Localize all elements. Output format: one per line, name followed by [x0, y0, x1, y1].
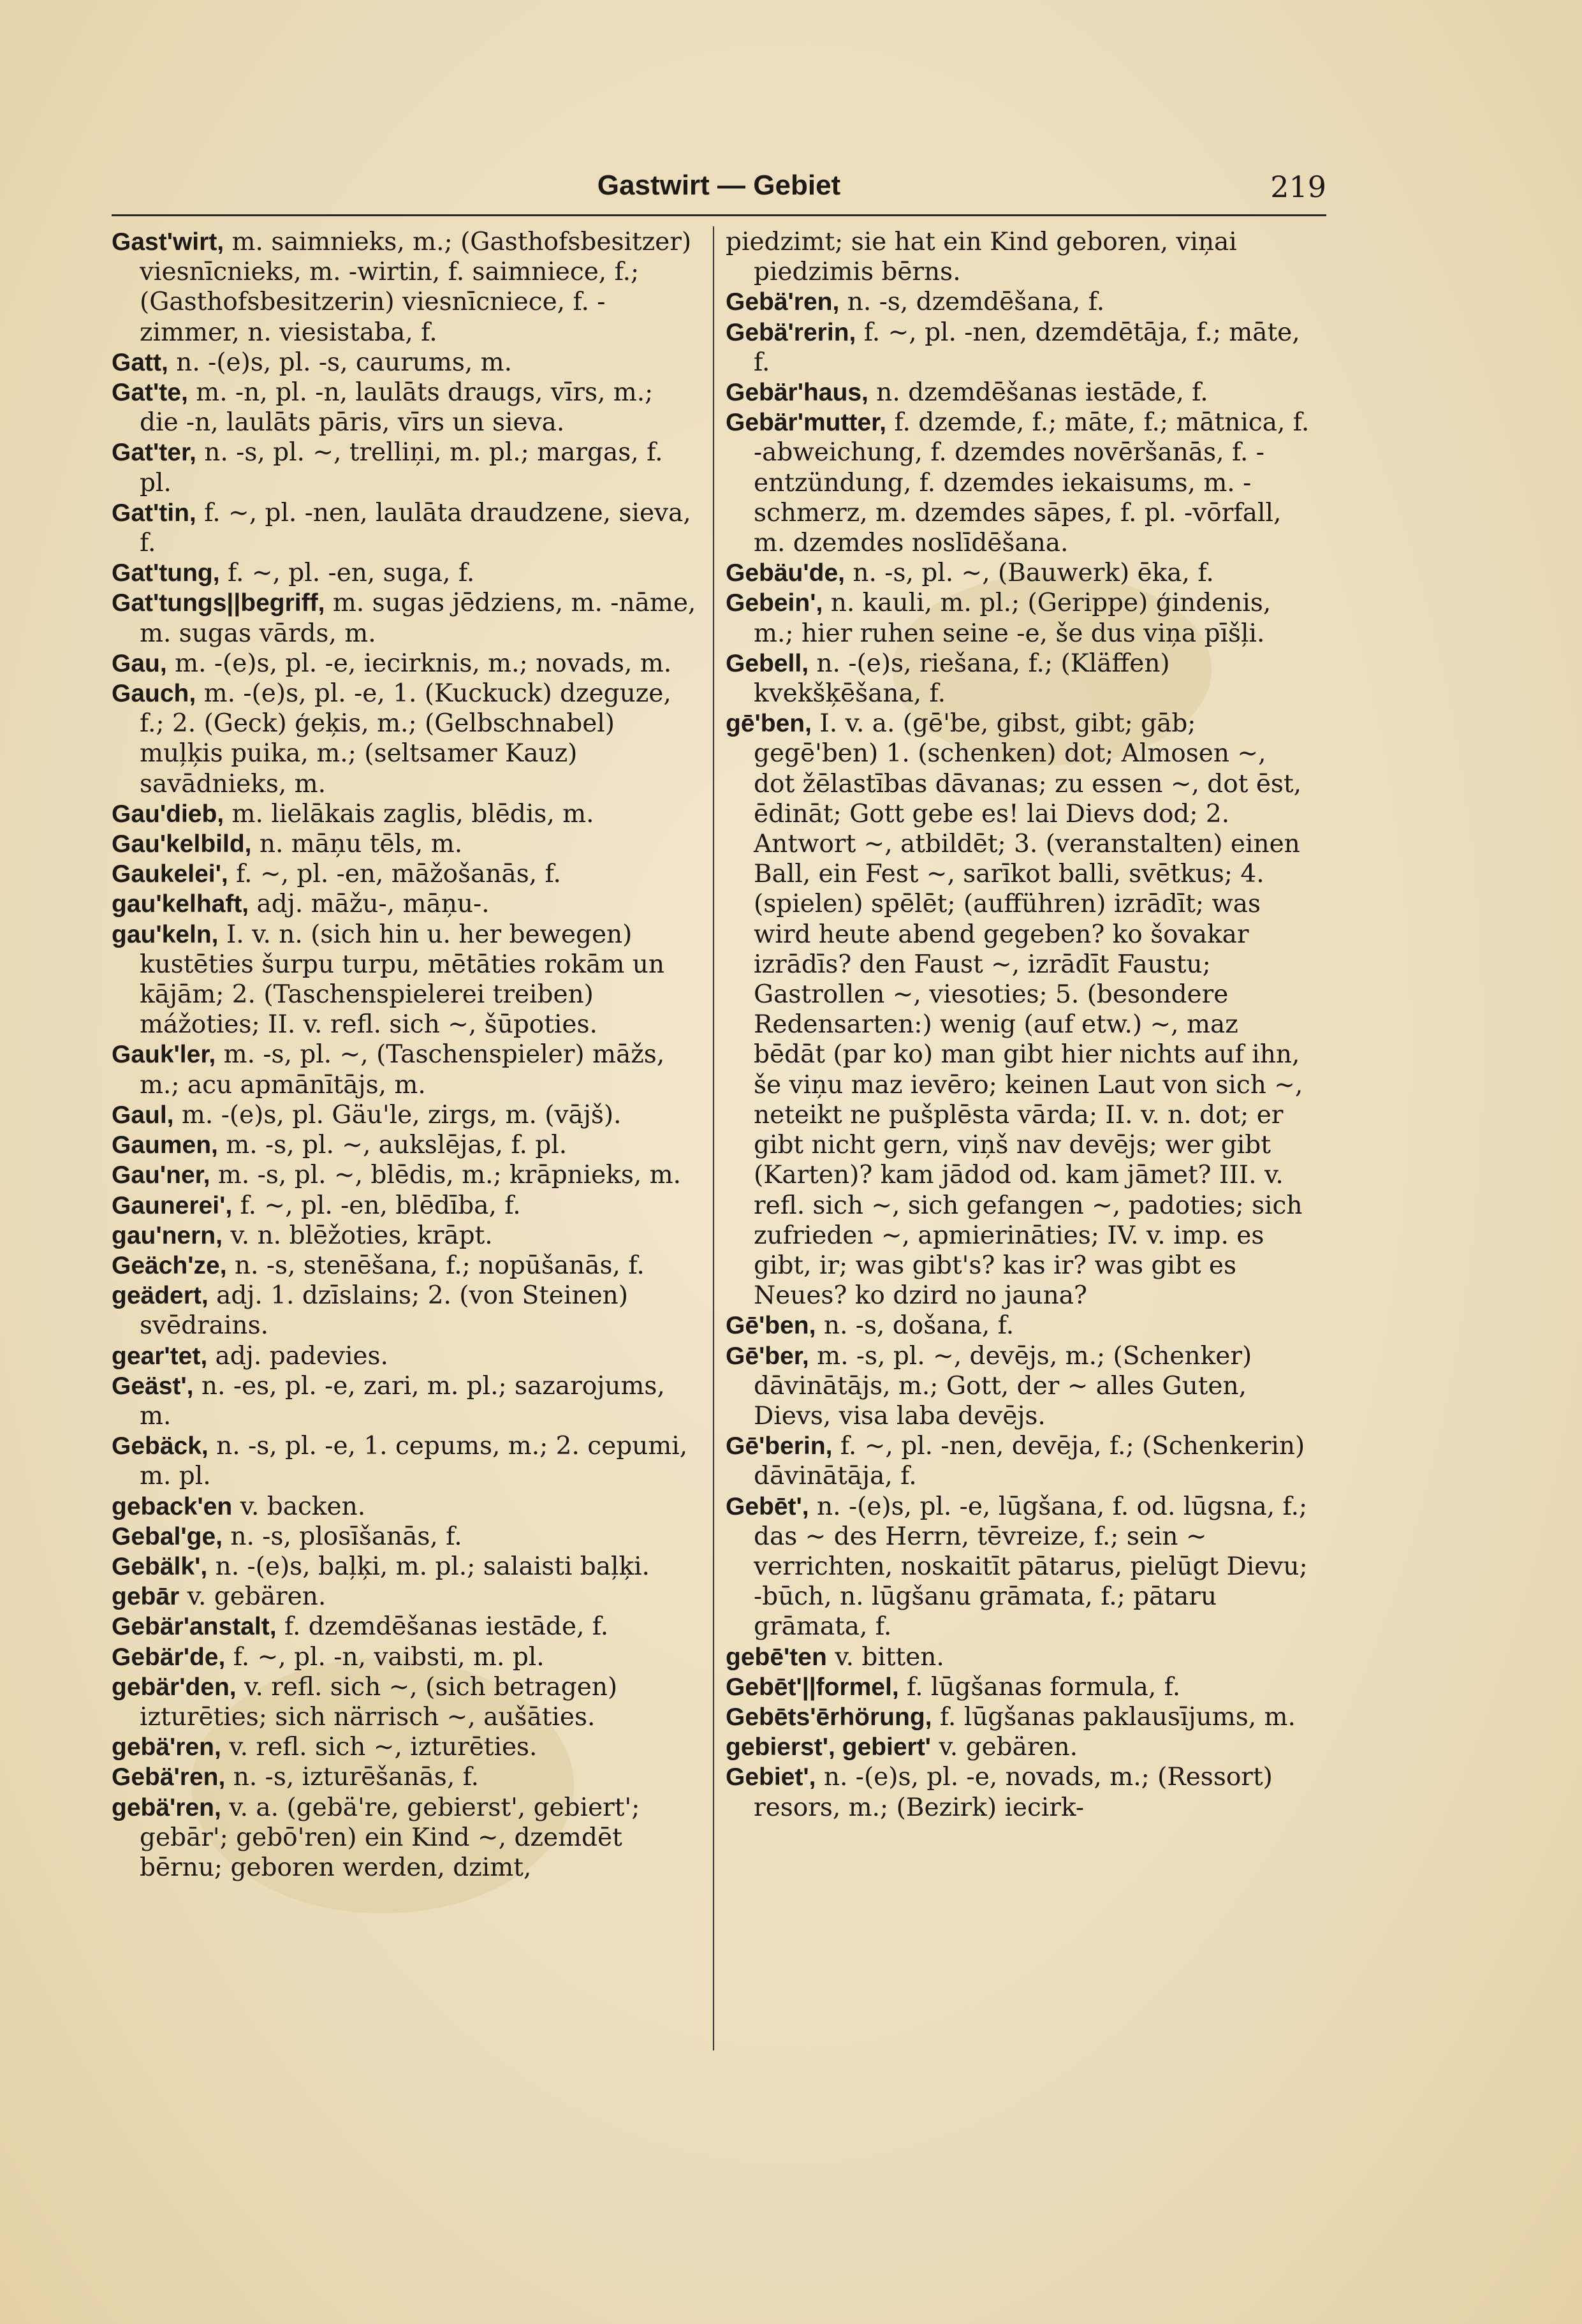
entry-definition: f. ~, pl. -nen, dzemdētāja, f.; māte, f. — [754, 318, 1300, 377]
dictionary-entry — [112, 348, 698, 378]
dictionary-entry — [112, 920, 698, 1040]
entry-headword: Gau, — [112, 649, 167, 677]
dictionary-entry — [112, 1251, 698, 1281]
dictionary-entry — [112, 1582, 698, 1612]
dictionary-entry — [112, 1040, 698, 1099]
dictionary-entry — [112, 438, 698, 497]
entry-headword: Gē'ben, — [726, 1312, 816, 1340]
dictionary-entry — [726, 709, 1312, 1311]
entry-headword: gē'ben, — [726, 710, 812, 738]
entry-headword: geädert, — [112, 1282, 209, 1310]
header-rule — [112, 214, 1326, 216]
entry-headword: Gebiet', — [726, 1763, 816, 1791]
entry-definition: m. saimnieks, m.; (Gasthofsbesitzer) viesnīcnieks, m. -wirtin, f. saimniece, f.; (Gasthofsbesitzerin) viesnīcniece, f. -zimmer, n. viesistaba, f. — [140, 228, 692, 347]
entry-definition: v. a. (gebä're, gebierst', gebiert'; gebār'; gebō'ren) ein Kind ~, dzemdēt bērnu; geboren werden, dzimt, — [140, 1793, 640, 1882]
dictionary-entry — [112, 378, 698, 438]
entry-definition: n. -(e)s, pl. -e, lūgšana, f. od. lūgsna, f.; das ~ des Herrn, tēvreize, f.; sein ~ verrichten, noskaitīt pātarus, pielūgt Dievu; -būch, n. lūgšanu grāmata, f.; pātaru grāmata, f. — [754, 1492, 1308, 1642]
dictionary-entry — [112, 588, 698, 648]
entry-headword: Geäst', — [112, 1372, 194, 1400]
dictionary-entry — [726, 287, 1312, 317]
entry-definition: I. v. a. (gē'be, gibst, gibt; gāb; gegē'ben) 1. (schenken) dot; Almosen ~, dot žēlastības dāvanas; zu essen ~, dot ēst, ēdināt; Gott gebe es! lai Dievs dod; 2. Antwort ~, atbildēt; 3. (veranstalten) einen Ball, ein Fest ~, sarīkot balli, svētkus; 4. (spielen) spēlēt; (aufführen) izrādīt; was wird heute abend gegeben? ko šovakar izrādīs? den Faust ~, izrādīt Faustu; Gastrollen ~, viesoties; 5. (besondere Redensarten:) wenig (auf etw.) ~, maz bēdāt (par ko) man gibt hier nichts auf ihn, še viņu maz ievēro; keinen Laut von sich ~, neteikt ne pušplēsta vārda; II. v. n. dot; er gibt nicht gern, viņš nav devējs; wer gibt (Karten)? kam jādod od. kam jāmet? III. v. refl. sich ~, sich gefangen ~, padoties; sich zufrieden ~, apmierināties; IV. v. imp. es gibt, ir; was gibt's? kas ir? was gibt es Neues? ko dzird no jauna? — [754, 709, 1303, 1311]
entry-headword: gear'tet, — [112, 1342, 208, 1370]
entry-headword: Gebä'ren, — [726, 288, 840, 316]
dictionary-entry — [112, 1793, 698, 1883]
entry-definition: m. sugas jēdziens, m. -nāme, m. sugas vārds, m. — [140, 589, 696, 648]
entry-definition: m. -n, pl. -n, laulāts draugs, vīrs, m.; die -n, laulāts pāris, vīrs un sieva. — [140, 378, 654, 438]
dictionary-entry — [112, 1522, 698, 1552]
dictionary-entry — [112, 227, 698, 348]
entry-definition: f. ~, pl. -nen, devēja, f.; (Schenkerin) dāvinātāja, f. — [754, 1432, 1305, 1491]
entry-definition: f. ~, pl. -en, māžošanās, f. — [228, 860, 561, 889]
entry-definition: f. ~, pl. -en, blēdība, f. — [232, 1191, 521, 1220]
dictionary-entry — [112, 1672, 698, 1732]
entry-definition: m. -s, pl. ~, aukslējas, f. pl. — [217, 1131, 568, 1160]
dictionary-entry — [726, 558, 1312, 588]
entry-headword: Gaul, — [112, 1101, 174, 1129]
entry-definition: f. dzemdēšanas iestāde, f. — [276, 1612, 609, 1642]
entry-headword: Gebär'mutter, — [726, 409, 887, 437]
entry-headword: Gat'te, — [112, 379, 188, 407]
entry-headword: gebierst', gebiert' — [726, 1733, 931, 1761]
entry-definition: n. māņu tēls, m. — [251, 830, 463, 859]
entry-headword: Gebär'anstalt, — [112, 1613, 277, 1641]
entry-definition: f. ~, pl. -nen, laulāta draudzene, sieva, f. — [140, 498, 691, 558]
entry-definition: f. dzemde, f.; māte, f.; mātnica, f. -abweichung, f. dzemdes novēršanās, f. -entzündung, f. dzemdes iekaisums, m. -schmerz, m. dzemdes sāpes, f. pl. -vōrfall, m. dzemdes noslīdēšana. — [754, 408, 1310, 558]
dictionary-entry — [112, 1191, 698, 1221]
entry-definition: f. lūgšanas formula, f. — [898, 1672, 1181, 1702]
entry-headword: gebä'ren, — [112, 1793, 221, 1821]
entry-headword: Gatt, — [112, 348, 168, 376]
entry-definition: v. bitten. — [826, 1642, 944, 1672]
entry-headword: Gebälk', — [112, 1552, 208, 1580]
dictionary-entry — [112, 679, 698, 799]
entry-headword: Gat'tungs||begriff, — [112, 589, 325, 617]
entry-headword: Gebein', — [726, 589, 823, 617]
dictionary-entry — [112, 1130, 698, 1160]
dictionary-entry — [726, 318, 1312, 378]
dictionary-entry — [726, 227, 1312, 287]
entry-definition: piedzimt; sie hat ein Kind geboren, viņai piedzimis bērns. — [726, 228, 1237, 287]
entry-definition: v. backen. — [232, 1492, 366, 1521]
entry-headword: Gau'ner, — [112, 1161, 210, 1189]
entry-headword: Gaunerei', — [112, 1191, 233, 1219]
entry-headword: Gebell, — [726, 649, 809, 677]
entry-headword: Gebēts'ērhörung, — [726, 1703, 932, 1731]
dictionary-entry — [726, 1642, 1312, 1672]
dictionary-entry — [112, 1341, 698, 1371]
entry-headword: Gebä'ren, — [112, 1763, 226, 1791]
entry-definition: v. gebären. — [930, 1733, 1078, 1762]
dictionary-entry — [112, 1371, 698, 1431]
entry-headword: Gebal'ge, — [112, 1522, 223, 1550]
entry-definition: m. -s, pl. ~, blēdis, m.; krāpnieks, m. — [210, 1161, 682, 1190]
entry-definition: v. refl. sich ~, izturēties. — [221, 1733, 538, 1762]
dictionary-entry — [112, 799, 698, 829]
entry-definition: v. n. blēžoties, krāpt. — [222, 1221, 493, 1250]
dictionary-entry — [112, 1160, 698, 1190]
dictionary-entry — [112, 829, 698, 859]
dictionary-entry — [112, 1492, 698, 1522]
entry-definition: m. -s, pl. ~, (Taschenspieler) māžs, m.; acu apmānītājs, m. — [140, 1040, 665, 1099]
entry-definition: f. ~, pl. -en, suga, f. — [219, 559, 475, 588]
entry-headword: Gebär'haus, — [726, 379, 868, 407]
dictionary-entry — [112, 1221, 698, 1251]
entry-definition: f. ~, pl. -n, vaibsti, m. pl. — [225, 1642, 545, 1672]
entry-headword: gau'kelhaft, — [112, 890, 249, 918]
entry-headword: Gebä'rerin, — [726, 318, 856, 346]
entry-headword: Gaukelei', — [112, 860, 228, 888]
entry-definition: n. -s, izturēšanās, f. — [225, 1763, 480, 1792]
dictionary-entry — [112, 1100, 698, 1130]
dictionary-entry — [112, 1732, 698, 1762]
entry-headword: Gebēt', — [726, 1492, 809, 1520]
entry-headword: Gat'ter, — [112, 439, 196, 467]
entry-headword: geback'en — [112, 1492, 233, 1520]
entry-definition: adj. padevies. — [207, 1341, 388, 1371]
entry-headword: gebär'den, — [112, 1673, 237, 1701]
entry-definition: v. gebären. — [179, 1582, 326, 1612]
left-column — [112, 227, 698, 1883]
dictionary-entry — [112, 1642, 698, 1672]
dictionary-entry — [726, 588, 1312, 648]
dictionary-entry — [112, 649, 698, 679]
entry-headword: Gauch, — [112, 680, 196, 708]
entry-definition: m. lielākais zaglis, blēdis, m. — [224, 799, 594, 828]
entry-definition: adj. māžu-, māņu-. — [249, 890, 490, 919]
header-title: Gastwirt — Gebiet — [597, 170, 841, 201]
dictionary-entry — [112, 1431, 698, 1491]
entry-definition: n. -(e)s, riešana, f.; (Kläffen) kvekšķēšana, f. — [754, 649, 1170, 709]
entry-headword: Gau'dieb, — [112, 800, 224, 828]
entry-definition: m. -(e)s, pl. -e, 1. (Kuckuck) dzeguze, f.; 2. (Geck) ģeķis, m.; (Gelbschnabel) muļķis puika, m.; (seltsamer Kauz) savādnieks, m. — [140, 679, 671, 798]
entry-definition: n. -s, pl. ~, trelliņi, m. pl.; margas, f. pl. — [140, 438, 663, 497]
entry-definition: n. -s, pl. -e, 1. cepums, m.; 2. cepumi, m. pl. — [140, 1432, 688, 1491]
entry-headword: Gat'tin, — [112, 499, 196, 527]
entry-definition: n. -(e)s, baļķi, m. pl.; salaisti baļķi. — [207, 1552, 650, 1581]
entry-definition: n. -s, plosīšanās, f. — [223, 1522, 462, 1551]
dictionary-entry — [726, 1732, 1312, 1762]
dictionary-entry — [726, 1311, 1312, 1341]
entry-definition: m. -s, pl. ~, devējs, m.; (Schenker) dāvinātājs, m.; Gott, der ~ alles Guten, Dievs, visa laba devējs. — [754, 1341, 1252, 1430]
entry-headword: Gē'ber, — [726, 1342, 809, 1370]
entry-headword: Gebēt'||formel, — [726, 1673, 899, 1701]
entry-definition: n. -s, pl. ~, (Bauwerk) ēka, f. — [844, 559, 1214, 588]
entry-headword: Gebäu'de, — [726, 559, 845, 587]
entry-definition: n. -(e)s, pl. -s, caurums, m. — [168, 348, 513, 377]
entry-headword: Gē'berin, — [726, 1432, 833, 1460]
entry-headword: Gauk'ler, — [112, 1041, 216, 1069]
entry-headword: gau'nern, — [112, 1221, 223, 1249]
entry-definition: n. -(e)s, pl. -e, novads, m.; (Ressort) resors, m.; (Bezirk) iecirk- — [754, 1763, 1273, 1822]
entry-definition: v. refl. sich ~, (sich betragen) izturēties; sich närrisch ~, aušāties. — [140, 1672, 618, 1732]
dictionary-entry — [726, 649, 1312, 709]
page-header — [112, 167, 1326, 212]
entry-headword: Gast'wirt, — [112, 228, 224, 256]
entry-definition: n. -s, stenēšana, f.; nopūšanās, f. — [226, 1251, 645, 1280]
entry-definition: m. -(e)s, pl. Gäu'le, zirgs, m. (vājš). — [173, 1100, 622, 1129]
entry-definition: m. -(e)s, pl. -e, iecirknis, m.; novads, m. — [166, 649, 672, 678]
entry-headword: Geäch'ze, — [112, 1251, 227, 1279]
page-number: 219 — [1270, 170, 1326, 204]
dictionary-entry — [112, 1552, 698, 1582]
dictionary-entry — [726, 1341, 1312, 1432]
dictionary-entry — [726, 1492, 1312, 1642]
dictionary-entry — [112, 558, 698, 588]
entry-definition: n. kauli, m. pl.; (Gerippe) ģindenis, m.; hier ruhen seine -e, še dus viņa pīšļi. — [754, 589, 1271, 648]
entry-definition: n. -s, dzemdēšana, f. — [839, 288, 1105, 317]
dictionary-entry — [112, 498, 698, 558]
entry-definition: I. v. n. (sich hin u. her bewegen) kustēties šurpu turpu, mētāties rokām un kājām; 2. (Taschenspielerei treiben) mážoties; II. v. refl. sich ~, šūpoties. — [140, 920, 664, 1040]
dictionary-entry — [726, 1702, 1312, 1732]
entry-headword: Gat'tung, — [112, 559, 220, 587]
entry-definition: n. -es, pl. -e, zari, m. pl.; sazarojums, m. — [140, 1371, 665, 1430]
entry-headword: Gaumen, — [112, 1131, 218, 1159]
entry-headword: gau'keln, — [112, 920, 219, 948]
dictionary-entry — [726, 1431, 1312, 1491]
entry-definition: n. -s, došana, f. — [816, 1311, 1014, 1341]
dictionary-entry — [726, 408, 1312, 558]
entry-headword: Gebär'de, — [112, 1643, 226, 1671]
entry-headword: gebār — [112, 1583, 180, 1611]
entry-definition: n. dzemdēšanas iestāde, f. — [868, 378, 1208, 408]
dictionary-entry — [726, 1672, 1312, 1702]
dictionary-entry — [112, 889, 698, 919]
column-divider — [713, 226, 714, 2050]
entry-headword: gebē'ten — [726, 1643, 827, 1671]
dictionary-entry — [112, 1762, 698, 1792]
entry-definition: f. lūgšanas paklausījums, m. — [932, 1702, 1296, 1732]
dictionary-entry — [112, 859, 698, 889]
entry-definition: adj. 1. dzīslains; 2. (von Steinen) svēdrains. — [140, 1281, 629, 1341]
entry-headword: Gebäck, — [112, 1432, 209, 1460]
dictionary-entry — [112, 1612, 698, 1642]
dictionary-entry — [112, 1281, 698, 1341]
dictionary-entry — [726, 1762, 1312, 1822]
entry-headword: gebä'ren, — [112, 1733, 221, 1761]
entry-headword: Gau'kelbild, — [112, 830, 252, 858]
right-column — [726, 227, 1312, 1823]
dictionary-entry — [726, 378, 1312, 408]
